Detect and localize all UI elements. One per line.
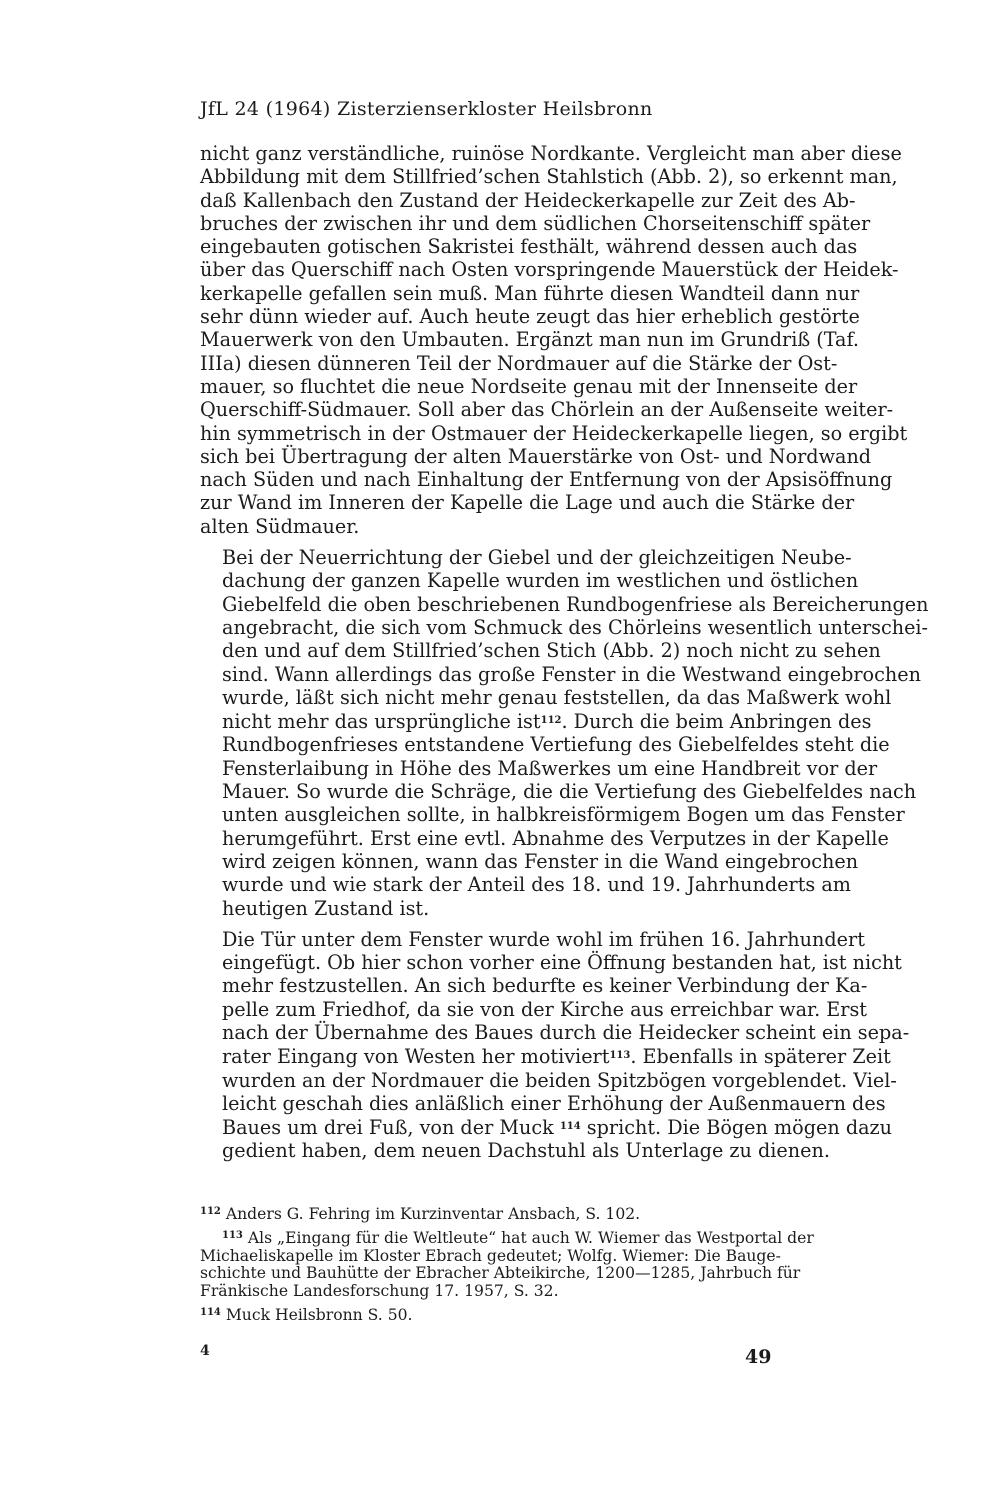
text-line: eingefügt. Ob hier schon vorher eine Öffnung bestanden hat, ist nicht — [222, 951, 902, 975]
text-fragment: . Durch die beim Anbringen des — [561, 710, 872, 734]
paragraph-2 — [200, 546, 929, 920]
text-fragment: Baues um drei Fuß, von der Muck — [222, 1116, 554, 1140]
footnote-ref-112[interactable]: 112 — [540, 715, 562, 727]
text-line: Mauer. So wurde die Schräge, die die Vertiefung des Giebelfeldes nach — [222, 780, 917, 804]
text-line: unten ausgleichen sollte, in halbkreisförmigem Bogen um das Fenster — [222, 803, 905, 827]
text-fragment: spricht. Die Bögen mögen dazu — [580, 1116, 893, 1140]
text-fragment: rater Eingang von Westen her motiviert — [222, 1045, 610, 1069]
footnotes — [200, 1203, 814, 1328]
text-fragment: . Ebenfalls in späterer Zeit — [630, 1045, 891, 1069]
text-line: leicht geschah dies anläßlich einer Erhöhung der Außenmauern des — [222, 1091, 886, 1115]
text-line-with-ref — [200, 1115, 893, 1140]
footnote-number: 112 — [200, 1206, 221, 1217]
running-head: JfL 24 (1964) Zisterzienserkloster Heilsbronn — [200, 98, 653, 120]
page-number: 49 — [745, 1346, 772, 1368]
text-line: nach der Übernahme des Baues durch die Heidecker scheint ein sepa- — [222, 1020, 910, 1044]
text-line: eingebauten gotischen Sakristei festhält, während dessen auch das — [200, 235, 858, 259]
text-line-with-ref — [200, 1044, 891, 1069]
footnote-text: Anders G. Fehring im Kurzinventar Ansbach, S. 102. — [225, 1205, 641, 1223]
text-line: über das Querschiff nach Osten vorspringende Mauerstück der Heidek- — [200, 258, 899, 282]
text-line: nach Süden und nach Einhaltung der Entfernung von der Apsisöffnung — [200, 468, 893, 492]
body-text — [200, 142, 929, 1163]
text-line: nicht ganz verständliche, ruinöse Nordkante. Vergleicht man aber diese — [200, 142, 902, 165]
text-line: pelle zum Friedhof, da sie von der Kirche aus erreichbar war. Erst — [222, 997, 868, 1021]
text-line: Rundbogenfrieses entstandene Vertiefung des Giebelfeldes steht die — [222, 733, 890, 757]
text-line: alten Südmauer. — [200, 514, 360, 538]
text-line: Die Tür unter dem Fenster wurde wohl im frühen 16. Jahrhundert — [222, 927, 865, 951]
footnote-number: 113 — [222, 1229, 243, 1241]
text-line: Giebelfeld die oben beschriebenen Rundbogenfriese als Bereicherungen — [222, 592, 929, 616]
text-line: daß Kallenbach den Zustand der Heideckerkapelle zur Zeit des Ab- — [200, 188, 856, 212]
text-line: heutigen Zustand ist. — [222, 896, 430, 920]
footnote-text: Muck Heilsbronn S. 50. — [225, 1305, 413, 1324]
text-line: sich bei Übertragung der alten Mauerstärke von Ost- und Nordwand — [200, 444, 872, 468]
footnote-ref-114[interactable]: 114 — [559, 1121, 581, 1133]
footnote-112 — [200, 1203, 768, 1224]
text-line-with-ref — [200, 709, 872, 734]
text-line: bruches der zwischen ihr und dem südlichen Chorseitenschiff später — [200, 211, 871, 235]
footnote-114 — [200, 1304, 768, 1325]
text-line: mehr festzustellen. An sich bedurfte es keiner Verbindung der Ka- — [222, 974, 868, 998]
text-line: mauer, so fluchtet die neue Nordseite genau mit der Innenseite der — [200, 374, 858, 398]
text-line: kerkapelle gefallen sein muß. Man führte diesen Wandteil dann nur — [200, 281, 860, 305]
text-line: wird zeigen können, wann das Fenster in die Wand eingebrochen — [222, 849, 859, 873]
text-line: wurden an der Nordmauer die beiden Spitzbögen vorgeblendet. Viel- — [222, 1068, 897, 1092]
text-fragment: nicht mehr das ursprüngliche ist — [222, 710, 541, 734]
footnote-line: schichte und Bauhütte der Ebracher Abteikirche, 1200—1285, Jahrbuch für — [200, 1264, 801, 1283]
text-line: Fensterlaibung in Höhe des Maßwerkes um eine Handbreit vor der — [222, 756, 878, 780]
footnote-line — [200, 1227, 814, 1248]
footnote-number: 114 — [200, 1306, 221, 1318]
text-line: sind. Wann allerdings das große Fenster in die Westwand eingebrochen — [222, 662, 921, 686]
text-line: Bei der Neuerrichtung der Giebel und der gleichzeitigen Neube- — [222, 546, 852, 570]
text-line: angebracht, die sich vom Schmuck des Chörleins wesentlich unterschei- — [222, 615, 929, 639]
text-line: wurde, läßt sich nicht mehr genau feststellen, da das Maßwerk wohl — [222, 685, 892, 709]
footnote-113 — [200, 1227, 814, 1301]
text-line: IIIa) diesen dünneren Teil der Nordmauer auf die Stärke der Ost- — [200, 351, 838, 375]
footnote-line: Fränkische Landesforschung 17. 1957, S. 32. — [200, 1282, 559, 1301]
footnote-text: Als „Eingang für die Weltleute“ hat auch W. Wiemer das Westportal der — [247, 1228, 814, 1247]
text-line: herumgeführt. Erst eine evtl. Abnahme des Verputzes in der Kapelle — [222, 826, 889, 850]
text-line: den und auf dem Stillfried’schen Stich (Abb. 2) noch nicht zu sehen — [222, 639, 881, 663]
text-line: sehr dünn wieder auf. Auch heute zeugt das hier erheblich gestörte — [200, 305, 860, 329]
text-line: wurde und wie stark der Anteil des 18. und 19. Jahrhunderts am — [222, 873, 851, 897]
paragraph-1 — [200, 142, 908, 538]
text-line: dachung der ganzen Kapelle wurden im westlichen und östlichen — [222, 569, 859, 593]
text-line: Abbildung mit dem Stillfried’schen Stahlstich (Abb. 2), so erkennt man, — [200, 165, 898, 189]
signature-mark: 4 — [200, 1343, 210, 1359]
text-line: gedient haben, dem neuen Dachstuhl als Unterlage zu dienen. — [222, 1139, 830, 1163]
text-line: Mauerwerk von den Umbauten. Ergänzt man nun im Grundriß (Taf. — [200, 328, 859, 352]
text-line: Querschiff-Südmauer. Soll aber das Chörlein an der Außenseite weiter- — [200, 398, 894, 422]
footnote-line: Michaeliskapelle im Kloster Ebrach gedeutet; Wolfg. Wiemer: Die Bauge- — [200, 1246, 781, 1265]
footnote-ref-113[interactable]: 113 — [609, 1050, 631, 1062]
paragraph-3 — [200, 927, 910, 1163]
text-line: hin symmetrisch in der Ostmauer der Heideckerkapelle liegen, so ergibt — [200, 421, 908, 445]
text-line: zur Wand im Inneren der Kapelle die Lage und auch die Stärke der — [200, 491, 855, 515]
